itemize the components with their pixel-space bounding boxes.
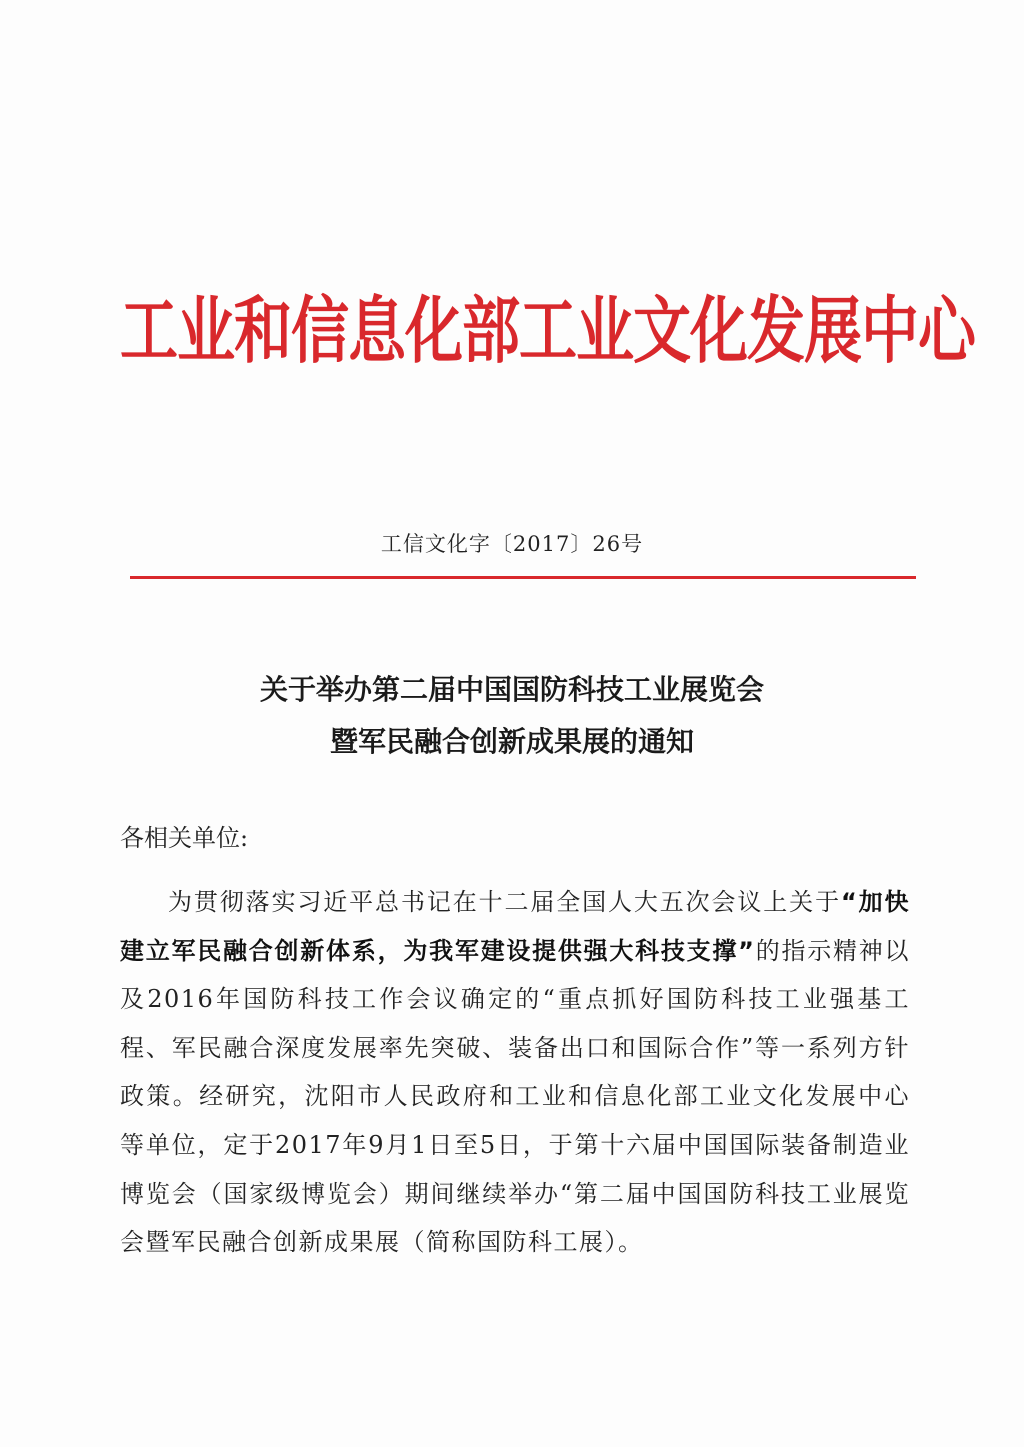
notice-title-line-1: 关于举办第二届中国国防科技工业展览会 [259, 673, 764, 706]
notice-title-line-2: 暨军民融合创新成果展的通知 [329, 725, 694, 758]
body-paragraph [120, 878, 910, 1267]
body-paragraph-emphasis: “加快建立军民融合创新体系，为我军建设提供强大科技支撑” [120, 888, 910, 965]
issuing-organization-title: 工业和信息化部工业文化发展中心 [120, 288, 976, 374]
document-number: 工信文化字〔2017〕26号 [380, 532, 644, 556]
salutation: 各相关单位: [120, 824, 249, 852]
red-divider-line [130, 576, 916, 579]
body-paragraph-part-1: 为贯彻落实习近平总书记在十二届全国人大五次会议上关于 [168, 888, 841, 916]
body-paragraph-part-2: 的指示精神以及2016年国防科技工作会议确定的“重点抓好国防科技工业强基工程、军民融合深度发展率先突破、装备出口和国际合作”等一系列方针政策。经研究，沈阳市人民政府和工业和信息化部工业文化发展中心等单位，定于2017年9月1日至5日，于第十六届中国国际装备制造业博览会（国家级博览会）期间继续举办“第二届中国国防科技工业展览会暨军民融合创新成果展（简称国防科工展）。 [120, 936, 910, 1257]
